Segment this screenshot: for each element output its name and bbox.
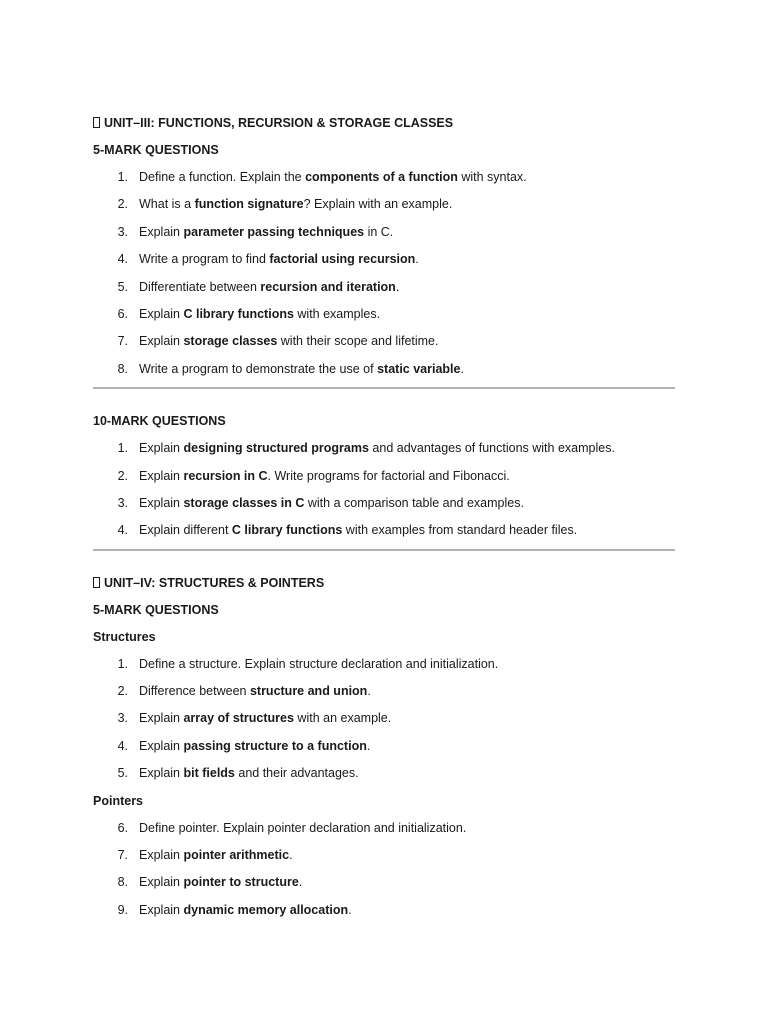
question-text: Explain — [139, 848, 184, 863]
question-keyword: bit fields — [183, 766, 235, 781]
question-keyword: parameter passing techniques — [183, 224, 365, 239]
question-text: Explain — [139, 875, 184, 890]
question-text: . — [415, 252, 419, 267]
question-item — [93, 762, 675, 789]
question-item — [93, 166, 675, 193]
question-keyword: recursion and iteration — [260, 279, 396, 294]
question-text: . — [395, 279, 400, 294]
subsection-heading: Structures — [93, 629, 156, 644]
question-number: 3. — [117, 495, 128, 510]
question-number: 5. — [117, 766, 128, 781]
question-number: 6. — [117, 820, 128, 835]
question-item — [93, 519, 675, 546]
section-heading: 10-MARK QUESTIONS — [93, 414, 226, 429]
question-item — [93, 193, 675, 220]
question-item — [93, 358, 675, 385]
question-text: . Write programs for factorial and Fibonacci. — [267, 468, 510, 483]
question-keyword: structure and union — [249, 684, 368, 699]
question-text: Explain — [139, 738, 184, 753]
question-item — [93, 465, 675, 492]
question-list — [93, 166, 675, 385]
question-number: 5. — [117, 279, 128, 294]
divider-spacing — [93, 551, 675, 572]
question-text: with an example. — [293, 711, 392, 726]
unit-title-text: UNIT–IV: STRUCTURES & POINTERS — [104, 575, 325, 590]
document-content — [93, 112, 675, 926]
question-number: 7. — [117, 334, 128, 349]
question-number: 8. — [117, 361, 128, 376]
question-keyword: C library functions — [231, 523, 343, 538]
question-text: with examples from standard header files. — [342, 523, 578, 538]
question-item — [93, 221, 675, 248]
question-text: Explain — [139, 495, 184, 510]
question-number: 8. — [117, 875, 128, 890]
question-text: Explain — [139, 766, 184, 781]
question-keyword: function signature — [194, 197, 304, 212]
unit-title-text: UNIT–III: FUNCTIONS, RECURSION & STORAGE CLASSES — [104, 116, 454, 130]
question-number: 3. — [117, 711, 128, 726]
question-text: in C. — [364, 224, 394, 239]
question-keyword: C library functions — [183, 306, 294, 321]
question-number: 7. — [117, 848, 128, 863]
section-heading: 5-MARK QUESTIONS — [93, 602, 219, 617]
question-keyword: pointer arithmetic — [183, 848, 290, 863]
question-text: Difference between — [139, 684, 250, 699]
question-text: with their scope and lifetime. — [277, 334, 439, 349]
question-item — [93, 844, 675, 871]
question-list — [93, 653, 675, 790]
question-text: Explain — [139, 306, 184, 321]
question-text: and their advantages. — [234, 766, 359, 781]
question-number: 4. — [117, 252, 128, 267]
question-item — [93, 817, 675, 844]
question-number: 1. — [117, 656, 128, 671]
question-text: Explain — [139, 441, 184, 456]
question-text: . — [348, 902, 352, 917]
question-text: Write a program to demonstrate the use of — [139, 361, 378, 376]
question-keyword: storage classes in C — [183, 495, 305, 510]
question-item — [93, 437, 675, 464]
question-text: and advantages of functions with examples. — [368, 441, 615, 456]
missing-glyph-icon — [93, 577, 100, 588]
question-item — [93, 871, 675, 898]
question-number: 2. — [117, 468, 128, 483]
question-text: ? Explain with an example. — [303, 197, 453, 212]
question-text: . — [460, 361, 464, 376]
question-text: Explain — [139, 224, 184, 239]
question-text: Explain — [139, 334, 184, 349]
question-number: 2. — [117, 684, 128, 699]
question-text: Define pointer. Explain pointer declaration and initialization. — [139, 820, 467, 835]
question-item — [93, 330, 675, 357]
question-text: . — [298, 875, 303, 890]
question-item — [93, 276, 675, 303]
missing-glyph-icon — [93, 117, 100, 128]
question-text: with syntax. — [457, 170, 527, 184]
question-number: 4. — [117, 523, 128, 538]
question-item — [93, 735, 675, 762]
question-text: Explain different — [139, 523, 232, 538]
question-number: 2. — [117, 197, 128, 212]
question-text: with a comparison table and examples. — [304, 495, 524, 510]
question-keyword: static variable — [377, 361, 461, 376]
question-keyword: passing structure to a function — [183, 738, 367, 753]
question-list — [93, 817, 675, 927]
question-item — [93, 248, 675, 275]
question-text: Explain — [139, 711, 184, 726]
question-number: 1. — [117, 170, 128, 184]
question-number: 6. — [117, 306, 128, 321]
question-text: Define a function. Explain the — [139, 170, 306, 184]
question-keyword: pointer to structure — [183, 875, 299, 890]
question-keyword: dynamic memory allocation — [183, 902, 349, 917]
unit-title — [93, 112, 675, 139]
question-keyword: array of structures — [183, 711, 294, 726]
question-keyword: components of a function — [305, 170, 458, 184]
question-item — [93, 899, 675, 926]
question-item — [93, 680, 675, 707]
question-keyword: recursion in C — [183, 468, 268, 483]
divider-spacing — [93, 389, 675, 410]
question-number: 3. — [117, 224, 128, 239]
question-text: . — [289, 848, 293, 863]
question-text: What is a — [139, 197, 195, 212]
question-text: Write a program to find — [139, 252, 270, 267]
question-text: Explain — [139, 902, 184, 917]
question-number: 9. — [117, 902, 128, 917]
question-text: Define a structure. Explain structure declaration and initialization. — [139, 656, 499, 671]
question-item — [93, 707, 675, 734]
question-text: . — [367, 684, 371, 699]
question-number: 1. — [117, 441, 128, 456]
question-keyword: factorial using recursion — [269, 252, 416, 267]
question-number: 4. — [117, 738, 128, 753]
question-text: Explain — [139, 468, 184, 483]
question-text: . — [366, 738, 371, 753]
subsection-heading: Pointers — [93, 793, 144, 808]
question-item — [93, 653, 675, 680]
question-text: with examples. — [293, 306, 381, 321]
unit-title — [93, 572, 675, 599]
question-text: Differentiate between — [139, 279, 261, 294]
question-keyword: storage classes — [183, 334, 278, 349]
section-heading: 5-MARK QUESTIONS — [93, 143, 219, 157]
question-item — [93, 492, 675, 519]
question-list — [93, 437, 675, 547]
question-keyword: designing structured programs — [183, 441, 369, 456]
question-item — [93, 303, 675, 330]
